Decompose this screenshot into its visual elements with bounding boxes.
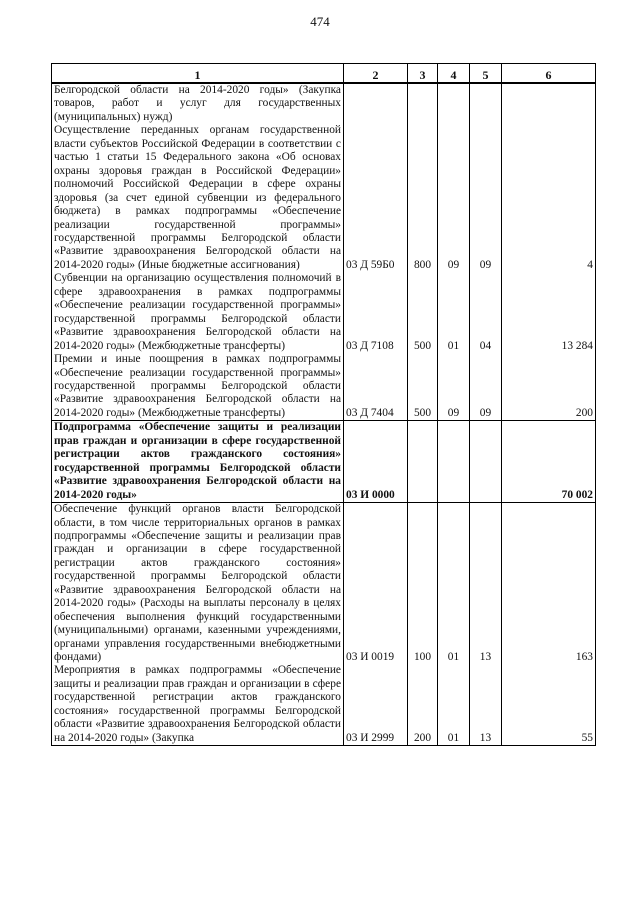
budget-table — [51, 63, 596, 746]
row-expense-type: 100 — [408, 503, 438, 665]
row-expense-type — [408, 83, 438, 124]
table-header-row — [52, 64, 596, 84]
row-subsection: 04 — [470, 272, 502, 353]
row-description: Подпрограмма «Обеспечение защиты и реализации прав граждан и организации в сфере государственной регистрации актов гражданского состояния» государственной программы Белгородской области «Развитие здравоохранения Белгородской области на 2014-2020 годы» — [52, 421, 344, 503]
row-section: 09 — [438, 124, 470, 272]
row-target-code: 03 Д 7108 — [344, 272, 408, 353]
row-description: Субвенции на организацию осуществления полномочий в сфере здравоохранения в рамках подпрограммы «Обеспечение реализации государственной программы» государственной программы Белгородской области «Развитие здравоохранения Белгородской области на 2014-2020 годы» (Межбюджетные трансферты) — [52, 272, 344, 353]
table-row — [52, 83, 596, 124]
row-subsection — [470, 83, 502, 124]
table-row — [52, 272, 596, 353]
row-expense-type — [408, 421, 438, 503]
table-row — [52, 421, 596, 503]
column-header: 1 — [52, 64, 344, 84]
row-amount — [502, 83, 596, 124]
page-number: 474 — [310, 14, 330, 29]
row-subsection: 09 — [470, 124, 502, 272]
row-amount: 70 002 — [502, 421, 596, 503]
row-description: Мероприятия в рамках подпрограммы «Обеспечение защиты и реализации прав граждан и организации в сфере государственной регистрации актов гражданского состояния» государственной программы Белгородской области «Развитие здравоохранения Белгородской области на 2014-2020 годы» (Закупка — [52, 664, 344, 745]
table-row — [52, 353, 596, 421]
row-expense-type: 500 — [408, 272, 438, 353]
row-subsection: 13 — [470, 664, 502, 745]
row-target-code: 03 И 2999 — [344, 664, 408, 745]
row-subsection: 13 — [470, 503, 502, 665]
row-target-code: 03 И 0019 — [344, 503, 408, 665]
row-amount: 13 284 — [502, 272, 596, 353]
row-description: Осуществление переданных органам государственной власти субъектов Российской Федерации в соответствии с частью 1 статьи 15 Федерального закона «Об основах охраны здоровья граждан в Российской Федерации» полномочий Российской Федерации в сфере охраны здоровья (за счет единой субвенции из федерального бюджета) в рамках подпрограммы «Обеспечение реализации государственной программы» государственной программы Белгородской области «Развитие здравоохранения Белгородской области на 2014-2020 годы» (Иные бюджетные ассигнования) — [52, 124, 344, 272]
row-description: Белгородской области на 2014-2020 годы» (Закупка товаров, работ и услуг для государственных (муниципальных) нужд) — [52, 83, 344, 124]
row-subsection: 09 — [470, 353, 502, 421]
row-expense-type: 200 — [408, 664, 438, 745]
row-target-code: 03 Д 59Б0 — [344, 124, 408, 272]
row-section: 01 — [438, 664, 470, 745]
column-header: 5 — [470, 64, 502, 84]
row-target-code — [344, 83, 408, 124]
row-description: Премии и иные поощрения в рамках подпрограммы «Обеспечение реализации государственной программы» государственной программы Белгородской области «Развитие здравоохранения Белгородской области на 2014-2020 годы» (Межбюджетные трансферты) — [52, 353, 344, 421]
table-body — [52, 83, 596, 746]
row-description: Обеспечение функций органов власти Белгородской области, в том числе территориальных органов в рамках подпрограммы «Обеспечение защиты и реализации прав граждан и организации в сфере государственной регистрации актов гражданского состояния» государственной программы Белгородской области «Развитие здравоохранения Белгородской области на 2014-2020 годы» (Расходы на выплаты персоналу в целях обеспечения выполнения функций государственными (муниципальными) органами, казенными учреждениями, органами управления государственными внебюджетными фондами) — [52, 503, 344, 665]
row-amount: 55 — [502, 664, 596, 745]
column-header: 4 — [438, 64, 470, 84]
row-section: 01 — [438, 272, 470, 353]
row-section — [438, 421, 470, 503]
row-section — [438, 83, 470, 124]
column-header: 3 — [408, 64, 438, 84]
row-target-code: 03 Д 7404 — [344, 353, 408, 421]
row-amount: 4 — [502, 124, 596, 272]
table-row — [52, 124, 596, 272]
table-row — [52, 664, 596, 745]
row-amount: 200 — [502, 353, 596, 421]
table-row — [52, 503, 596, 665]
column-header: 2 — [344, 64, 408, 84]
row-expense-type: 500 — [408, 353, 438, 421]
row-section: 01 — [438, 503, 470, 665]
column-header: 6 — [502, 64, 596, 84]
row-subsection — [470, 421, 502, 503]
row-section: 09 — [438, 353, 470, 421]
row-amount: 163 — [502, 503, 596, 665]
row-expense-type: 800 — [408, 124, 438, 272]
row-target-code: 03 И 0000 — [344, 421, 408, 503]
